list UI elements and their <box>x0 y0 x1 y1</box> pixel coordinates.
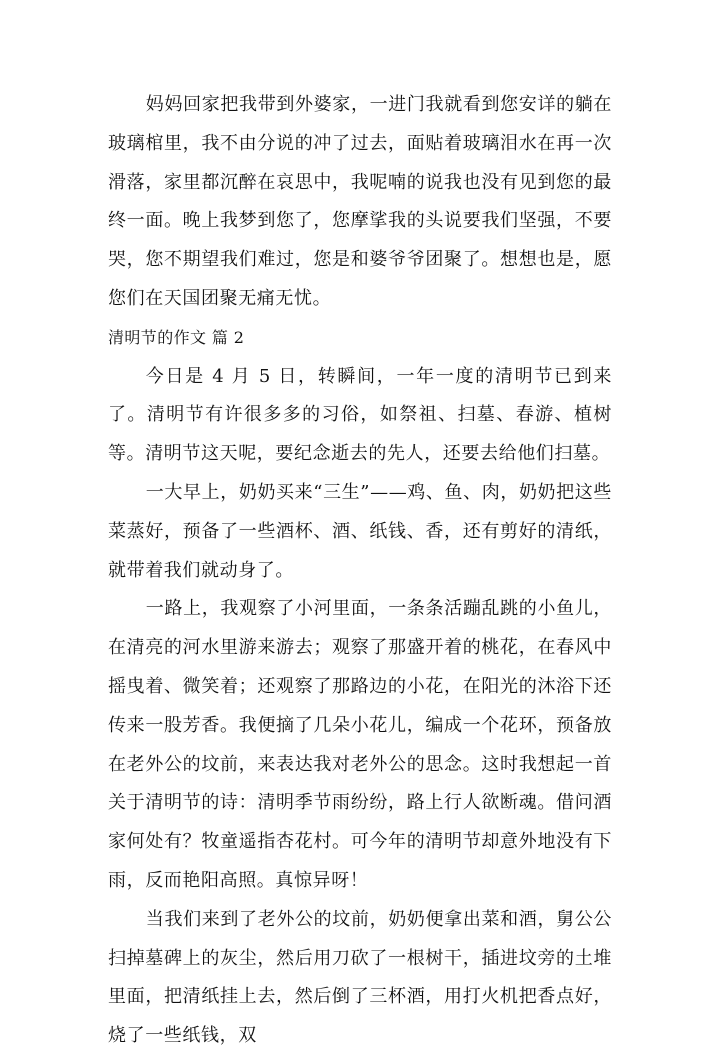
document-body <box>108 86 612 1056</box>
paragraph-2: 今日是 4 月 5 日，转瞬间，一年一度的清明节已到来了。清明节有许很多多的习俗，如祭祖、扫墓、春游、植树等。清明节这天呢，要纪念逝去的先人，还要去给他们扫墓。 <box>108 365 612 465</box>
paragraph-5: 当我们来到了老外公的坟前，奶奶便拿出菜和酒，舅公公扫掉墓碑上的灰尘，然后用刀砍了一根树干，插进坟旁的土堆里面，把清纸挂上去，然后倒了三杯酒，用打火机把香点好，烧了一些纸钱，双 <box>108 908 612 1047</box>
paragraph-3: 一大早上，奶奶买来“三生”——鸡、鱼、肉，奶奶把这些菜蒸好，预备了一些酒杯、酒、纸钱、香，还有剪好的清纸，就带着我们就动身了。 <box>108 481 612 581</box>
section-title: 清明节的作文 篇 2 <box>108 327 245 347</box>
paragraph-4: 一路上，我观察了小河里面，一条条活蹦乱跳的小鱼儿，在清亮的河水里游来游去；观察了那盛开着的桃花，在春风中摇曳着、微笑着；还观察了那路边的小花，在阳光的沐浴下还传来一股芳香。我便摘了几朵小花儿，编成一个花环，预备放在老外公的坟前，来表达我对老外公的思念。这时我想起一首关于清明节的诗：清明季节雨纷纷，路上行人欲断魂。借问酒家何处有？牧童遥指杏花村。可今年的清明节却意外地没有下雨，反而艳阳高照。真惊异呀！ <box>108 598 612 891</box>
paragraph-1: 妈妈回家把我带到外婆家，一进门我就看到您安详的躺在玻璃棺里，我不由分说的冲了过去，面贴着玻璃泪水在再一次滑落，家里都沉醉在哀思中，我呢喃的说我也没有见到您的最终一面。晚上我梦到您了，您摩挲我的头说要我们坚强，不要哭，您不期望我们难过，您是和婆爷爷团聚了。想想也是，愿您们在天国团聚无痛无忧。 <box>108 94 612 309</box>
